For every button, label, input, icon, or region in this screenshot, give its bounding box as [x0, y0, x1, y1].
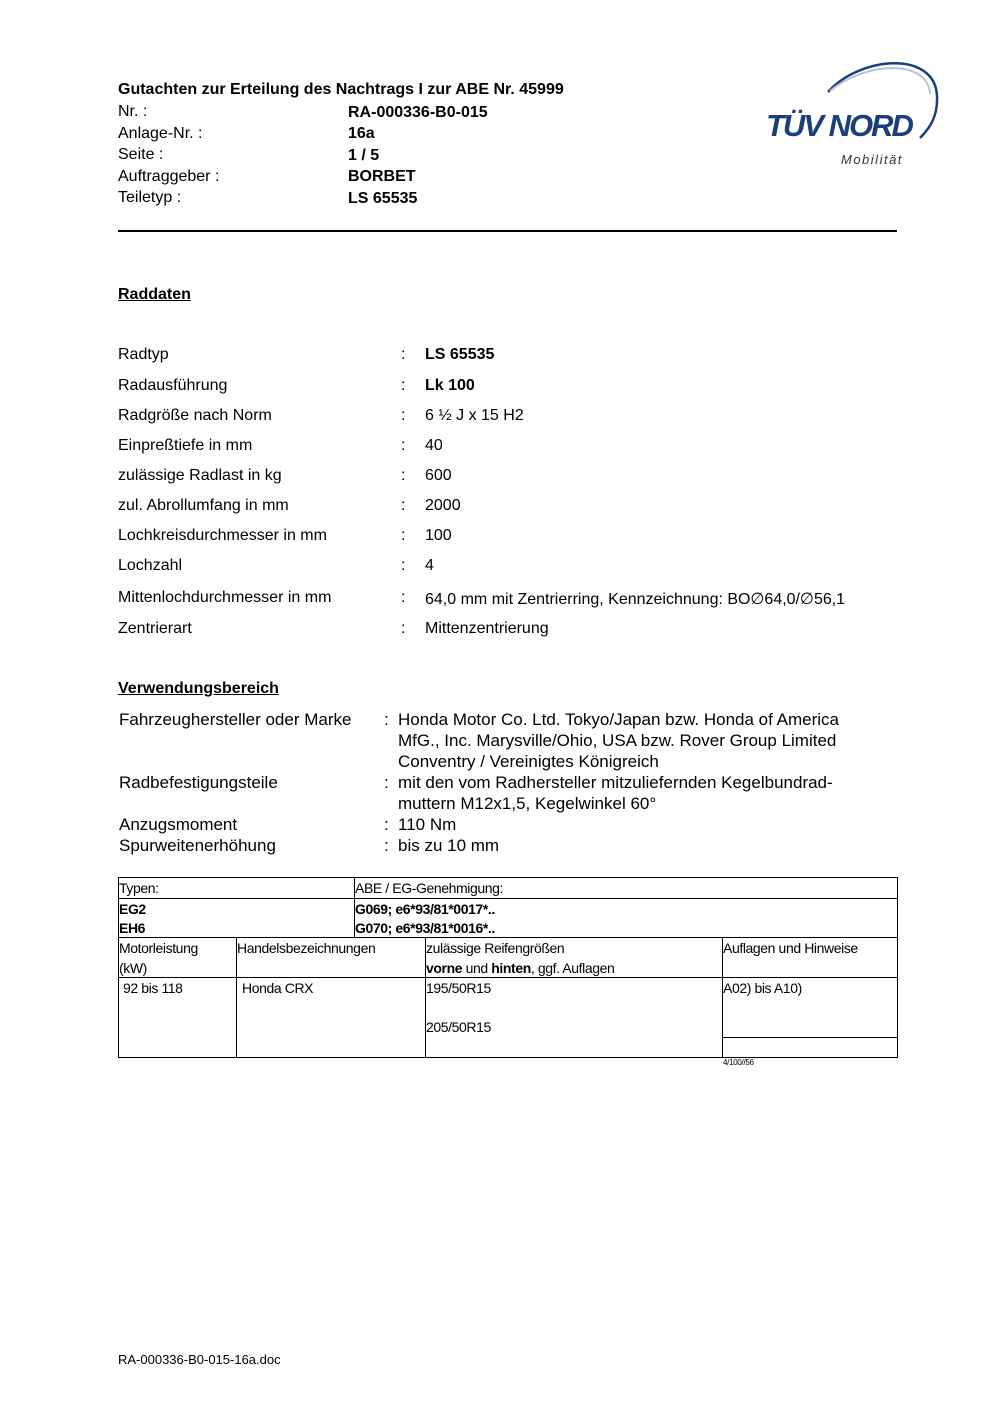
header-label-anlage: Anlage-Nr. : — [118, 125, 203, 142]
row-reifen: 205/50R15 — [426, 1019, 491, 1035]
header-value-anlage: 16a — [348, 125, 375, 142]
verwendung-value-line: Conventry / Vereinigtes Königreich — [398, 752, 659, 771]
verwendung-value — [398, 772, 833, 814]
verwendung-colon: : — [384, 836, 389, 855]
verwendung-label: Fahrzeughersteller oder Marke — [119, 710, 352, 729]
header-label-auftraggeber: Auftraggeber : — [118, 168, 220, 185]
logo-subtitle: Mobilität — [841, 152, 903, 167]
raddaten-value: Mittenzentrierung — [425, 620, 549, 637]
header-value-teiletyp: LS 65535 — [348, 190, 418, 207]
raddaten-value: LS 65535 — [425, 346, 495, 363]
raddaten-colon: : — [401, 407, 406, 424]
header-value-nr: RA-000336-B0-015 — [348, 104, 488, 121]
table-note: 4/100//56 — [723, 1058, 754, 1067]
raddaten-label: Zentrierart — [118, 620, 192, 637]
raddaten-label: zul. Abrollumfang in mm — [118, 497, 289, 514]
raddaten-value: 6 ½ J x 15 H2 — [425, 407, 524, 424]
reifen-vorne: vorne — [426, 960, 463, 976]
verwendung-value-line: bis zu 10 mm — [398, 836, 500, 855]
reifen-und: und — [462, 960, 492, 976]
verwendung-colon: : — [384, 710, 389, 729]
raddaten-value: 40 — [425, 437, 443, 454]
col-handel-header: Handelsbezeichnungen — [237, 940, 376, 956]
raddaten-label: Mittenlochdurchmesser in mm — [118, 589, 332, 606]
verwendung-value — [398, 814, 456, 835]
approval-number: G069; e6*93/81*0017*.. — [355, 901, 495, 917]
raddaten-heading: Raddaten — [118, 286, 191, 303]
raddaten-label: Lochzahl — [118, 557, 183, 574]
header-value-seite: 1 / 5 — [348, 147, 380, 164]
raddaten-colon: : — [401, 346, 406, 363]
verwendung-label: Radbefestigungsteile — [119, 773, 278, 792]
header-label-nr: Nr. : — [118, 103, 148, 120]
raddaten-colon: : — [401, 437, 406, 454]
raddaten-value: Lk 100 — [425, 377, 475, 394]
header-label-seite: Seite : — [118, 146, 164, 163]
tuv-nord-logo — [760, 58, 945, 173]
approval-number: G070; e6*93/81*0016*.. — [355, 920, 495, 936]
raddaten-colon: : — [401, 620, 406, 637]
raddaten-colon: : — [401, 589, 406, 606]
verwendung-value-line: mit den vom Radhersteller mitzuliefernden Kegelbundrad- — [398, 773, 833, 792]
header-label-teiletyp: Teiletyp : — [118, 189, 182, 206]
row-reifen: 195/50R15 — [426, 980, 491, 996]
raddaten-value: 600 — [425, 467, 452, 484]
verwendung-label: Spurweitenerhöhung — [119, 836, 276, 855]
header-value-auftraggeber: BORBET — [348, 168, 416, 185]
col-reifen-header: zulässige Reifengrößen — [426, 940, 565, 956]
row-handel: Honda CRX — [242, 980, 314, 996]
raddaten-colon: : — [401, 377, 406, 394]
verwendung-value-line: Honda Motor Co. Ltd. Tokyo/Japan bzw. Honda of America — [398, 710, 839, 729]
raddaten-label: Einpreßtiefe in mm — [118, 437, 253, 454]
raddaten-value: 100 — [425, 527, 452, 544]
verwendung-value — [398, 835, 499, 856]
row-motor: 92 bis 118 — [123, 980, 183, 996]
raddaten-value: 2000 — [425, 497, 461, 514]
col-motor-header: Motorleistung — [119, 940, 198, 956]
footer-filename: RA-000336-B0-015-16a.doc — [118, 1352, 281, 1367]
raddaten-label: Radtyp — [118, 346, 169, 363]
table-line — [118, 877, 898, 878]
table-line — [118, 898, 898, 899]
table-line — [897, 877, 898, 1057]
raddaten-colon: : — [401, 527, 406, 544]
raddaten-value: 4 — [425, 557, 434, 574]
raddaten-label: Radausführung — [118, 377, 228, 394]
reifen-rest: , ggf. Auflagen — [530, 960, 615, 976]
col-auflagen-header: Auflagen und Hinweise — [723, 940, 858, 956]
verwendung-label: Anzugsmoment — [119, 815, 238, 834]
raddaten-colon: : — [401, 557, 406, 574]
type-code: EG2 — [119, 901, 146, 917]
verwendung-value-line: MfG., Inc. Marysville/Ohio, USA bzw. Rover Group Limited — [398, 731, 837, 750]
verwendung-value-line: muttern M12x1,5, Kegelwinkel 60° — [398, 794, 657, 813]
logo-brand: TÜV NORD — [766, 108, 912, 143]
col-reifen-subheader — [426, 958, 614, 978]
row-auflagen: A02) bis A10) — [723, 980, 802, 996]
col-motor-unit: (kW) — [119, 960, 147, 976]
document-title: Gutachten zur Erteilung des Nachtrags I zur ABE Nr. 45999 — [118, 81, 564, 98]
verwendung-colon: : — [384, 815, 389, 834]
header-divider — [118, 230, 897, 232]
raddaten-label: Lochkreisdurchmesser in mm — [118, 527, 327, 544]
raddaten-label: Radgröße nach Norm — [118, 407, 272, 424]
verwendungsbereich-heading: Verwendungsbereich — [118, 680, 279, 697]
table-line — [722, 1037, 898, 1038]
type-code: EH6 — [119, 920, 146, 936]
raddaten-label: zulässige Radlast in kg — [118, 467, 282, 484]
verwendung-colon: : — [384, 773, 389, 792]
raddaten-value: 64,0 mm mit Zentrierring, Kennzeichnung: BO∅64,0/∅56,1 — [425, 591, 846, 608]
reifen-hinten: hinten — [491, 960, 531, 976]
verwendung-value — [398, 709, 839, 772]
abe-header: ABE / EG-Genehmigung: — [355, 880, 504, 896]
raddaten-colon: : — [401, 467, 406, 484]
table-line — [118, 1057, 898, 1058]
typen-header: Typen: — [119, 880, 159, 896]
raddaten-colon: : — [401, 497, 406, 514]
verwendung-value-line: 110 Nm — [398, 815, 457, 834]
